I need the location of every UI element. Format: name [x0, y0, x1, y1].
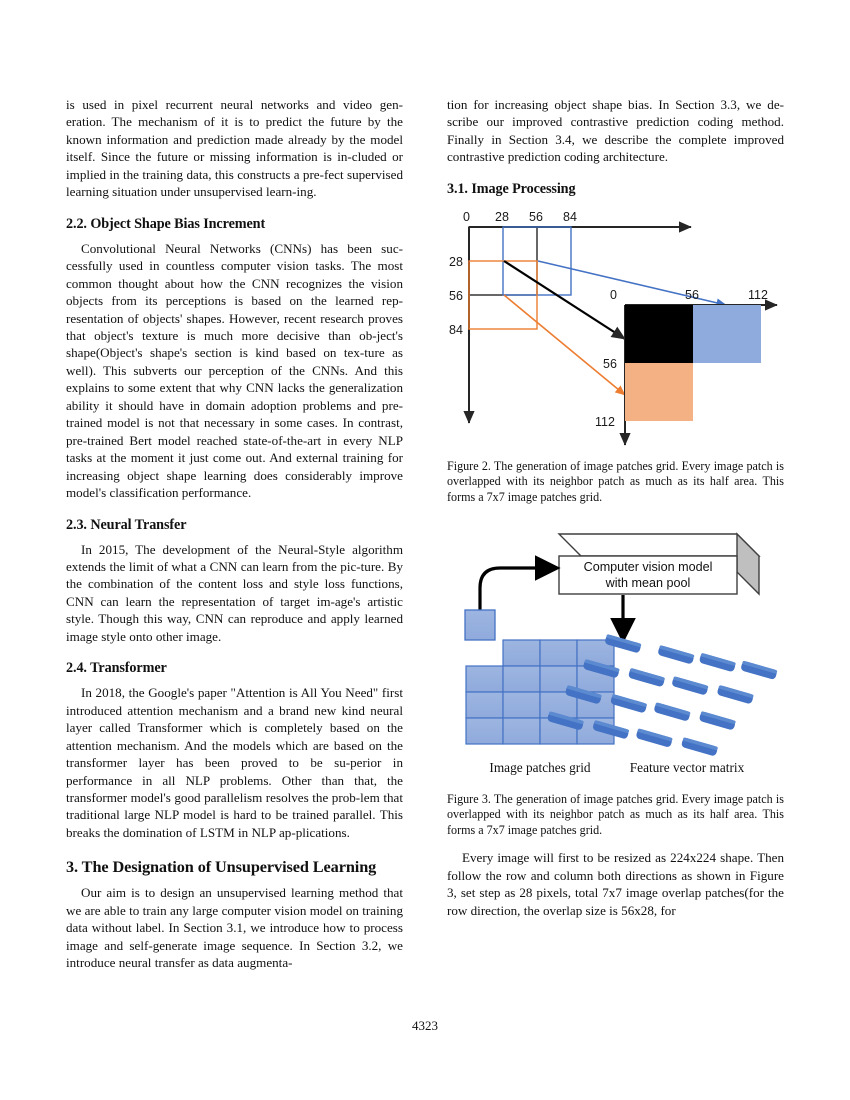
two-column-body [66, 96, 784, 972]
image-patches-grid [466, 640, 614, 744]
feature-vector-matrix [547, 613, 778, 778]
fig2-right-y-tick-112: 112 [595, 414, 615, 429]
section-heading-2-2: 2.2. Object Shape Bias Increment [66, 215, 266, 232]
fig2-blue-patch [693, 305, 761, 363]
figure-2 [447, 205, 784, 453]
paragraph-designation: Our aim is to design an unsupervised learning method that we are able to train any large computer vision model on training data without label. In Section 3.1, we introduce how to process image and self-generate image sequence. In Section 3.2, we introduce neural transfer as data augmenta- [66, 885, 403, 971]
fig2-left-y-tick-56: 56 [449, 288, 463, 303]
page-number: 4323 [412, 1018, 438, 1033]
left-column [66, 96, 403, 972]
figure-2-caption: Figure 2. The generation of image patches grid. Every image patch is overlapped with its neighbor patch as much as its half area. This forms a 7x7 image patches grid. [447, 458, 784, 504]
model-box-label-line1: Computer vision model [583, 559, 713, 574]
single-image-patch [465, 610, 495, 640]
model-box-top-face [559, 534, 759, 556]
figure-3-label-right: Feature vector matrix [629, 759, 745, 775]
fig2-orange-patch [625, 363, 693, 421]
paragraph-continued: is used in pixel recurrent neural networks and video gen-eration. The mechanism of it is to predict the future by the known information and prediction made already by the model itself. Since the future or missing information is in-cluded or implied in the training data, this constructs a pre-fect supervised learning situation under unsupervised learn-ing. [66, 97, 403, 200]
section-heading-2-4: 2.4. Transformer [66, 660, 167, 677]
fig2-left-x-tick-84: 84 [563, 209, 577, 224]
fig2-right-x-tick-0: 0 [610, 287, 617, 302]
paragraph-transformer: In 2018, the Google's paper "Attention is All You Need" first introduced attention mechanism and a brand new kind neural layer called Transformer which is completely based on the attention mechanism. And the models which are based on the transformer layer has been proved to be su-perior in performance in all NLP problems. Other than that, the transformer model's good parallelism resolves the prob-lem that traditional large NLP model is hard to be trained parallel. This breaks the domination of LSTM in NLP ap-plications. [66, 685, 403, 840]
fig2-black-patch [625, 305, 693, 363]
figure-3 [447, 516, 784, 788]
figure-3-caption: Figure 3. The generation of image patches grid. Every image patch is overlapped with its neighbor patch as much as its half area. This forms a 7x7 image patches grid. [447, 791, 784, 837]
paragraph-object-shape-bias: Convolutional Neural Networks (CNNs) has been suc-cessfully used in countless computer vision tasks. The most common thought about how the CNN recognizes the vision objects from its perceptions is based on the learned rep-resentation of objects' shapes. However, recent research proves that object's texture is much more decisive than ob-ject's shape(Object's shape's section is kind based on tex-ture as well). This subverts our perception of the CNNs. And this explains to some extent that why CNN lacks the generalization ability it should have in domain adoption problems and pre-trained model is not that necessary in some cases. In contrast, pre-trained Bert model reached state-of-the-art in every NLP tasks at the moment it just come out. And external training for increasing object shape learning does considerably improve model's classification performance. [66, 240, 403, 501]
figure-3-label-left: Image patches grid [489, 759, 591, 775]
fig2-left-x-tick-28: 28 [495, 209, 509, 224]
fig2-right-x-tick-112: 112 [748, 287, 768, 302]
section-heading-2-3: 2.3. Neural Transfer [66, 516, 187, 533]
paragraph-image-resize: Every image will first to be resized as 224x224 shape. Then follow the row and column both directions as shown in Figure 3, set step as 28 pixels, total 7x7 image overlap patches(for the row direction, the overlap size is 56x28, for [447, 850, 784, 918]
spacer [447, 838, 784, 849]
paragraph-continued-right: tion for increasing object shape bias. In Section 3.3, we de-scribe our improved contrastive prediction coding method. Finally in Section 3.4, we describe the complete improved contrastive prediction coding architecture. [447, 97, 784, 165]
fig2-right-y-tick-56: 56 [603, 356, 617, 371]
fig2-left-x-tick-56: 56 [529, 209, 543, 224]
fig2-left-y-tick-84: 84 [449, 322, 463, 337]
model-box-side-face [737, 534, 759, 594]
paragraph-neural-transfer: In 2015, The development of the Neural-Style algorithm extends the limit of what a CNN can learn from the pic-ture. By the combination of the content loss and style loss functions, CNN can learn the representation of target im-age's artistic style. Though this way, CNN can reproduce and apply learned image style onto other image. [66, 541, 403, 644]
fig2-left-y-tick-28: 28 [449, 254, 463, 269]
section-heading-3: 3. The Designation of Unsupervised Learning [66, 857, 377, 877]
section-heading-3-1: 3.1. Image Processing [447, 180, 576, 197]
fig2-left-x-tick-0: 0 [463, 209, 470, 224]
model-box-label-line2: with mean pool [605, 575, 691, 590]
fig2-right-x-tick-56: 56 [685, 287, 699, 302]
right-column [447, 96, 784, 972]
